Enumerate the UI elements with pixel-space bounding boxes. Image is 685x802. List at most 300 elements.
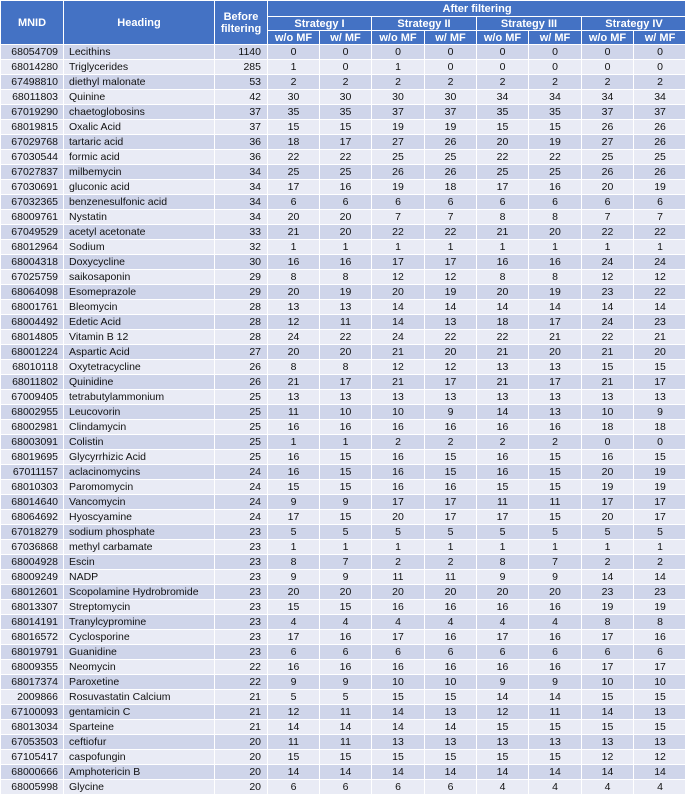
cell-mnid: 67053503 bbox=[1, 735, 64, 750]
cell-after-filtering: 0 bbox=[477, 45, 529, 60]
cell-mnid: 67018279 bbox=[1, 525, 64, 540]
cell-after-filtering: 15 bbox=[477, 720, 529, 735]
cell-mnid: 68002981 bbox=[1, 420, 64, 435]
table-row bbox=[1, 105, 685, 120]
cell-after-filtering: 12 bbox=[372, 270, 425, 285]
cell-before-filtering: 23 bbox=[215, 555, 268, 570]
cell-after-filtering: 6 bbox=[425, 195, 477, 210]
cell-before-filtering: 29 bbox=[215, 285, 268, 300]
cell-after-filtering: 16 bbox=[320, 420, 372, 435]
cell-before-filtering: 25 bbox=[215, 390, 268, 405]
cell-mnid: 68004928 bbox=[1, 555, 64, 570]
cell-after-filtering: 14 bbox=[634, 765, 685, 780]
cell-after-filtering: 15 bbox=[320, 750, 372, 765]
cell-after-filtering: 0 bbox=[529, 60, 582, 75]
table-row bbox=[1, 135, 685, 150]
cell-after-filtering: 7 bbox=[320, 555, 372, 570]
cell-after-filtering: 17 bbox=[477, 630, 529, 645]
cell-heading: Paromomycin bbox=[64, 480, 215, 495]
table-row bbox=[1, 75, 685, 90]
cell-after-filtering: 16 bbox=[268, 255, 320, 270]
table-row bbox=[1, 495, 685, 510]
cell-before-filtering: 21 bbox=[215, 720, 268, 735]
cell-after-filtering: 19 bbox=[372, 180, 425, 195]
cell-mnid: 68011802 bbox=[1, 375, 64, 390]
cell-after-filtering: 6 bbox=[320, 195, 372, 210]
table-row bbox=[1, 735, 685, 750]
cell-after-filtering: 14 bbox=[529, 300, 582, 315]
cell-heading: aclacinomycins bbox=[64, 465, 215, 480]
cell-after-filtering: 22 bbox=[634, 285, 685, 300]
cell-after-filtering: 22 bbox=[320, 150, 372, 165]
cell-after-filtering: 0 bbox=[582, 45, 634, 60]
cell-after-filtering: 1 bbox=[477, 540, 529, 555]
header-heading: Heading bbox=[64, 1, 215, 45]
cell-after-filtering: 13 bbox=[320, 390, 372, 405]
table-row bbox=[1, 420, 685, 435]
cell-after-filtering: 15 bbox=[529, 480, 582, 495]
table-row bbox=[1, 540, 685, 555]
cell-after-filtering: 37 bbox=[634, 105, 685, 120]
header-strategy: Strategy I bbox=[268, 17, 372, 31]
cell-mnid: 67011157 bbox=[1, 465, 64, 480]
cell-after-filtering: 15 bbox=[529, 720, 582, 735]
cell-after-filtering: 16 bbox=[477, 660, 529, 675]
cell-mnid: 68014191 bbox=[1, 615, 64, 630]
cell-after-filtering: 26 bbox=[582, 165, 634, 180]
cell-mnid: 68016572 bbox=[1, 630, 64, 645]
cell-after-filtering: 12 bbox=[634, 750, 685, 765]
cell-after-filtering: 8 bbox=[477, 555, 529, 570]
table-row bbox=[1, 405, 685, 420]
cell-after-filtering: 14 bbox=[425, 720, 477, 735]
cell-after-filtering: 19 bbox=[582, 600, 634, 615]
cell-after-filtering: 8 bbox=[477, 270, 529, 285]
cell-after-filtering: 20 bbox=[320, 345, 372, 360]
header-strategy: Strategy IV bbox=[582, 17, 685, 31]
cell-after-filtering: 16 bbox=[529, 630, 582, 645]
cell-after-filtering: 19 bbox=[634, 480, 685, 495]
cell-after-filtering: 17 bbox=[425, 495, 477, 510]
cell-after-filtering: 12 bbox=[372, 360, 425, 375]
cell-after-filtering: 0 bbox=[268, 45, 320, 60]
cell-after-filtering: 15 bbox=[582, 720, 634, 735]
cell-before-filtering: 33 bbox=[215, 225, 268, 240]
cell-after-filtering: 2 bbox=[582, 75, 634, 90]
cell-after-filtering: 17 bbox=[529, 375, 582, 390]
cell-after-filtering: 1 bbox=[529, 240, 582, 255]
cell-after-filtering: 20 bbox=[529, 345, 582, 360]
cell-heading: gentamicin C bbox=[64, 705, 215, 720]
table-row bbox=[1, 285, 685, 300]
cell-before-filtering: 24 bbox=[215, 510, 268, 525]
header-after-filtering: After filtering bbox=[268, 1, 685, 17]
table-row bbox=[1, 210, 685, 225]
cell-after-filtering: 15 bbox=[372, 750, 425, 765]
cell-after-filtering: 13 bbox=[268, 300, 320, 315]
cell-before-filtering: 37 bbox=[215, 120, 268, 135]
cell-after-filtering: 14 bbox=[477, 690, 529, 705]
table-row bbox=[1, 165, 685, 180]
cell-after-filtering: 22 bbox=[372, 225, 425, 240]
cell-after-filtering: 11 bbox=[529, 495, 582, 510]
table-row bbox=[1, 720, 685, 735]
cell-after-filtering: 0 bbox=[425, 45, 477, 60]
cell-after-filtering: 17 bbox=[268, 630, 320, 645]
table-row bbox=[1, 465, 685, 480]
cell-after-filtering: 11 bbox=[320, 315, 372, 330]
cell-after-filtering: 20 bbox=[477, 285, 529, 300]
cell-after-filtering: 15 bbox=[634, 720, 685, 735]
cell-after-filtering: 1 bbox=[320, 540, 372, 555]
cell-after-filtering: 13 bbox=[582, 735, 634, 750]
cell-after-filtering: 16 bbox=[320, 180, 372, 195]
cell-after-filtering: 2 bbox=[582, 555, 634, 570]
cell-after-filtering: 22 bbox=[477, 330, 529, 345]
cell-mnid: 68001224 bbox=[1, 345, 64, 360]
cell-after-filtering: 16 bbox=[320, 630, 372, 645]
cell-after-filtering: 2 bbox=[425, 435, 477, 450]
cell-after-filtering: 8 bbox=[477, 210, 529, 225]
cell-after-filtering: 0 bbox=[320, 60, 372, 75]
table-row bbox=[1, 60, 685, 75]
cell-after-filtering: 19 bbox=[582, 480, 634, 495]
cell-after-filtering: 6 bbox=[268, 645, 320, 660]
cell-after-filtering: 26 bbox=[425, 135, 477, 150]
cell-mnid: 68010118 bbox=[1, 360, 64, 375]
cell-after-filtering: 4 bbox=[372, 615, 425, 630]
cell-after-filtering: 21 bbox=[477, 345, 529, 360]
cell-after-filtering: 25 bbox=[425, 150, 477, 165]
cell-after-filtering: 16 bbox=[529, 255, 582, 270]
cell-after-filtering: 14 bbox=[634, 300, 685, 315]
header-without-mf: w/o MF bbox=[268, 31, 320, 45]
cell-after-filtering: 16 bbox=[372, 465, 425, 480]
cell-after-filtering: 14 bbox=[372, 705, 425, 720]
cell-before-filtering: 23 bbox=[215, 585, 268, 600]
cell-heading: acetyl acetonate bbox=[64, 225, 215, 240]
cell-after-filtering: 13 bbox=[268, 390, 320, 405]
cell-after-filtering: 6 bbox=[372, 780, 425, 795]
cell-after-filtering: 26 bbox=[634, 135, 685, 150]
cell-after-filtering: 20 bbox=[372, 510, 425, 525]
cell-after-filtering: 8 bbox=[634, 615, 685, 630]
table-row bbox=[1, 750, 685, 765]
header-with-mf: w/ MF bbox=[529, 31, 582, 45]
cell-after-filtering: 6 bbox=[529, 645, 582, 660]
cell-heading: Oxytetracycline bbox=[64, 360, 215, 375]
cell-after-filtering: 16 bbox=[477, 420, 529, 435]
cell-after-filtering: 9 bbox=[529, 570, 582, 585]
cell-after-filtering: 34 bbox=[529, 90, 582, 105]
cell-after-filtering: 9 bbox=[268, 570, 320, 585]
cell-after-filtering: 13 bbox=[582, 390, 634, 405]
cell-after-filtering: 24 bbox=[634, 255, 685, 270]
cell-heading: Oxalic Acid bbox=[64, 120, 215, 135]
cell-after-filtering: 20 bbox=[268, 210, 320, 225]
cell-after-filtering: 15 bbox=[634, 360, 685, 375]
cell-after-filtering: 5 bbox=[634, 525, 685, 540]
cell-before-filtering: 23 bbox=[215, 630, 268, 645]
cell-before-filtering: 23 bbox=[215, 645, 268, 660]
cell-heading: formic acid bbox=[64, 150, 215, 165]
cell-after-filtering: 20 bbox=[634, 345, 685, 360]
cell-after-filtering: 4 bbox=[320, 615, 372, 630]
cell-after-filtering: 17 bbox=[268, 510, 320, 525]
cell-after-filtering: 17 bbox=[529, 315, 582, 330]
cell-after-filtering: 20 bbox=[425, 585, 477, 600]
cell-after-filtering: 23 bbox=[582, 285, 634, 300]
cell-heading: Amphotericin B bbox=[64, 765, 215, 780]
cell-mnid: 67027837 bbox=[1, 165, 64, 180]
cell-after-filtering: 13 bbox=[529, 390, 582, 405]
cell-after-filtering: 14 bbox=[582, 705, 634, 720]
cell-after-filtering: 5 bbox=[582, 525, 634, 540]
cell-after-filtering: 1 bbox=[268, 540, 320, 555]
cell-after-filtering: 25 bbox=[529, 165, 582, 180]
cell-after-filtering: 15 bbox=[372, 690, 425, 705]
cell-after-filtering: 6 bbox=[477, 195, 529, 210]
cell-after-filtering: 21 bbox=[372, 345, 425, 360]
cell-before-filtering: 22 bbox=[215, 660, 268, 675]
cell-after-filtering: 1 bbox=[529, 540, 582, 555]
cell-after-filtering: 35 bbox=[268, 105, 320, 120]
table-row bbox=[1, 345, 685, 360]
cell-after-filtering: 12 bbox=[268, 315, 320, 330]
cell-after-filtering: 25 bbox=[320, 165, 372, 180]
cell-after-filtering: 8 bbox=[529, 270, 582, 285]
cell-after-filtering: 9 bbox=[477, 570, 529, 585]
cell-after-filtering: 25 bbox=[477, 165, 529, 180]
cell-after-filtering: 17 bbox=[320, 375, 372, 390]
cell-heading: chaetoglobosins bbox=[64, 105, 215, 120]
cell-after-filtering: 11 bbox=[529, 705, 582, 720]
cell-after-filtering: 21 bbox=[529, 330, 582, 345]
cell-after-filtering: 6 bbox=[425, 645, 477, 660]
cell-after-filtering: 27 bbox=[372, 135, 425, 150]
cell-after-filtering: 21 bbox=[372, 375, 425, 390]
cell-before-filtering: 23 bbox=[215, 525, 268, 540]
cell-mnid: 67029768 bbox=[1, 135, 64, 150]
header-with-mf: w/ MF bbox=[634, 31, 685, 45]
cell-before-filtering: 25 bbox=[215, 405, 268, 420]
cell-after-filtering: 15 bbox=[320, 510, 372, 525]
table-row bbox=[1, 390, 685, 405]
cell-after-filtering: 13 bbox=[529, 360, 582, 375]
cell-before-filtering: 285 bbox=[215, 60, 268, 75]
cell-after-filtering: 1 bbox=[425, 240, 477, 255]
cell-after-filtering: 24 bbox=[582, 315, 634, 330]
cell-after-filtering: 15 bbox=[477, 750, 529, 765]
cell-after-filtering: 20 bbox=[425, 345, 477, 360]
cell-before-filtering: 24 bbox=[215, 480, 268, 495]
cell-after-filtering: 7 bbox=[372, 210, 425, 225]
cell-heading: Quinidine bbox=[64, 375, 215, 390]
cell-after-filtering: 16 bbox=[425, 630, 477, 645]
cell-after-filtering: 16 bbox=[372, 600, 425, 615]
cell-after-filtering: 20 bbox=[582, 465, 634, 480]
cell-after-filtering: 5 bbox=[268, 525, 320, 540]
cell-after-filtering: 14 bbox=[320, 765, 372, 780]
cell-after-filtering: 22 bbox=[425, 225, 477, 240]
table-row bbox=[1, 375, 685, 390]
cell-mnid: 68009249 bbox=[1, 570, 64, 585]
cell-after-filtering: 10 bbox=[320, 405, 372, 420]
cell-after-filtering: 13 bbox=[477, 360, 529, 375]
cell-heading: Glycine bbox=[64, 780, 215, 795]
cell-after-filtering: 8 bbox=[320, 360, 372, 375]
cell-after-filtering: 27 bbox=[582, 135, 634, 150]
cell-after-filtering: 13 bbox=[477, 390, 529, 405]
cell-after-filtering: 30 bbox=[372, 90, 425, 105]
cell-after-filtering: 20 bbox=[268, 285, 320, 300]
cell-mnid: 68054709 bbox=[1, 45, 64, 60]
cell-after-filtering: 13 bbox=[634, 390, 685, 405]
cell-after-filtering: 1 bbox=[372, 240, 425, 255]
cell-before-filtering: 25 bbox=[215, 420, 268, 435]
cell-heading: Triglycerides bbox=[64, 60, 215, 75]
cell-heading: Neomycin bbox=[64, 660, 215, 675]
cell-after-filtering: 4 bbox=[425, 615, 477, 630]
cell-before-filtering: 25 bbox=[215, 435, 268, 450]
cell-after-filtering: 13 bbox=[529, 735, 582, 750]
cell-before-filtering: 34 bbox=[215, 210, 268, 225]
cell-before-filtering: 30 bbox=[215, 255, 268, 270]
cell-heading: sodium phosphate bbox=[64, 525, 215, 540]
cell-heading: Escin bbox=[64, 555, 215, 570]
cell-after-filtering: 15 bbox=[320, 465, 372, 480]
cell-after-filtering: 34 bbox=[634, 90, 685, 105]
cell-heading: Paroxetine bbox=[64, 675, 215, 690]
cell-mnid: 68019791 bbox=[1, 645, 64, 660]
cell-heading: Esomeprazole bbox=[64, 285, 215, 300]
cell-after-filtering: 13 bbox=[529, 405, 582, 420]
cell-mnid: 67498810 bbox=[1, 75, 64, 90]
cell-before-filtering: 20 bbox=[215, 765, 268, 780]
cell-mnid: 2009866 bbox=[1, 690, 64, 705]
cell-after-filtering: 10 bbox=[425, 675, 477, 690]
cell-after-filtering: 19 bbox=[634, 600, 685, 615]
header-mnid: MNID bbox=[1, 1, 64, 45]
cell-mnid: 67049529 bbox=[1, 225, 64, 240]
cell-after-filtering: 15 bbox=[268, 600, 320, 615]
cell-after-filtering: 25 bbox=[372, 150, 425, 165]
table-row bbox=[1, 225, 685, 240]
cell-after-filtering: 9 bbox=[477, 675, 529, 690]
cell-after-filtering: 22 bbox=[582, 330, 634, 345]
cell-after-filtering: 17 bbox=[477, 510, 529, 525]
cell-heading: Sodium bbox=[64, 240, 215, 255]
cell-after-filtering: 17 bbox=[425, 255, 477, 270]
cell-heading: Vitamin B 12 bbox=[64, 330, 215, 345]
cell-after-filtering: 15 bbox=[320, 600, 372, 615]
cell-after-filtering: 12 bbox=[582, 750, 634, 765]
cell-after-filtering: 16 bbox=[372, 450, 425, 465]
cell-after-filtering: 16 bbox=[634, 630, 685, 645]
cell-after-filtering: 5 bbox=[372, 525, 425, 540]
cell-after-filtering: 10 bbox=[582, 675, 634, 690]
cell-after-filtering: 15 bbox=[529, 120, 582, 135]
cell-after-filtering: 22 bbox=[425, 330, 477, 345]
cell-after-filtering: 17 bbox=[634, 375, 685, 390]
cell-before-filtering: 21 bbox=[215, 690, 268, 705]
cell-after-filtering: 15 bbox=[268, 480, 320, 495]
cell-after-filtering: 15 bbox=[634, 690, 685, 705]
cell-after-filtering: 19 bbox=[634, 465, 685, 480]
cell-before-filtering: 23 bbox=[215, 615, 268, 630]
cell-mnid: 68014280 bbox=[1, 60, 64, 75]
cell-after-filtering: 12 bbox=[634, 270, 685, 285]
cell-after-filtering: 1 bbox=[582, 540, 634, 555]
cell-after-filtering: 7 bbox=[634, 210, 685, 225]
cell-after-filtering: 14 bbox=[582, 765, 634, 780]
cell-heading: Nystatin bbox=[64, 210, 215, 225]
cell-after-filtering: 18 bbox=[268, 135, 320, 150]
cell-after-filtering: 13 bbox=[425, 705, 477, 720]
cell-after-filtering: 20 bbox=[320, 585, 372, 600]
cell-after-filtering: 23 bbox=[634, 315, 685, 330]
cell-heading: Clindamycin bbox=[64, 420, 215, 435]
cell-heading: diethyl malonate bbox=[64, 75, 215, 90]
cell-after-filtering: 1 bbox=[634, 540, 685, 555]
cell-heading: Doxycycline bbox=[64, 255, 215, 270]
cell-after-filtering: 20 bbox=[529, 225, 582, 240]
cell-after-filtering: 15 bbox=[529, 510, 582, 525]
cell-before-filtering: 36 bbox=[215, 135, 268, 150]
cell-after-filtering: 20 bbox=[477, 585, 529, 600]
table-row bbox=[1, 630, 685, 645]
cell-after-filtering: 21 bbox=[268, 225, 320, 240]
cell-heading: Vancomycin bbox=[64, 495, 215, 510]
cell-after-filtering: 1 bbox=[320, 435, 372, 450]
cell-after-filtering: 19 bbox=[529, 135, 582, 150]
cell-before-filtering: 20 bbox=[215, 750, 268, 765]
cell-after-filtering: 8 bbox=[529, 210, 582, 225]
cell-after-filtering: 15 bbox=[320, 480, 372, 495]
cell-after-filtering: 6 bbox=[372, 195, 425, 210]
cell-after-filtering: 17 bbox=[425, 375, 477, 390]
cell-heading: Scopolamine Hydrobromide bbox=[64, 585, 215, 600]
cell-after-filtering: 16 bbox=[529, 420, 582, 435]
table-row bbox=[1, 120, 685, 135]
cell-heading: Streptomycin bbox=[64, 600, 215, 615]
cell-after-filtering: 15 bbox=[320, 120, 372, 135]
cell-after-filtering: 15 bbox=[529, 465, 582, 480]
table-row bbox=[1, 675, 685, 690]
cell-after-filtering: 15 bbox=[425, 465, 477, 480]
table-row bbox=[1, 180, 685, 195]
cell-after-filtering: 16 bbox=[372, 480, 425, 495]
cell-after-filtering: 6 bbox=[372, 645, 425, 660]
cell-after-filtering: 15 bbox=[425, 690, 477, 705]
cell-after-filtering: 17 bbox=[425, 510, 477, 525]
cell-after-filtering: 17 bbox=[634, 660, 685, 675]
table-row bbox=[1, 690, 685, 705]
cell-after-filtering: 13 bbox=[372, 390, 425, 405]
cell-after-filtering: 11 bbox=[320, 705, 372, 720]
cell-before-filtering: 23 bbox=[215, 600, 268, 615]
cell-after-filtering: 22 bbox=[582, 225, 634, 240]
cell-after-filtering: 19 bbox=[634, 180, 685, 195]
cell-after-filtering: 14 bbox=[477, 765, 529, 780]
cell-after-filtering: 8 bbox=[582, 615, 634, 630]
cell-after-filtering: 16 bbox=[582, 450, 634, 465]
cell-after-filtering: 11 bbox=[268, 405, 320, 420]
cell-after-filtering: 16 bbox=[268, 660, 320, 675]
cell-after-filtering: 22 bbox=[477, 150, 529, 165]
cell-mnid: 68010303 bbox=[1, 480, 64, 495]
cell-after-filtering: 15 bbox=[268, 120, 320, 135]
